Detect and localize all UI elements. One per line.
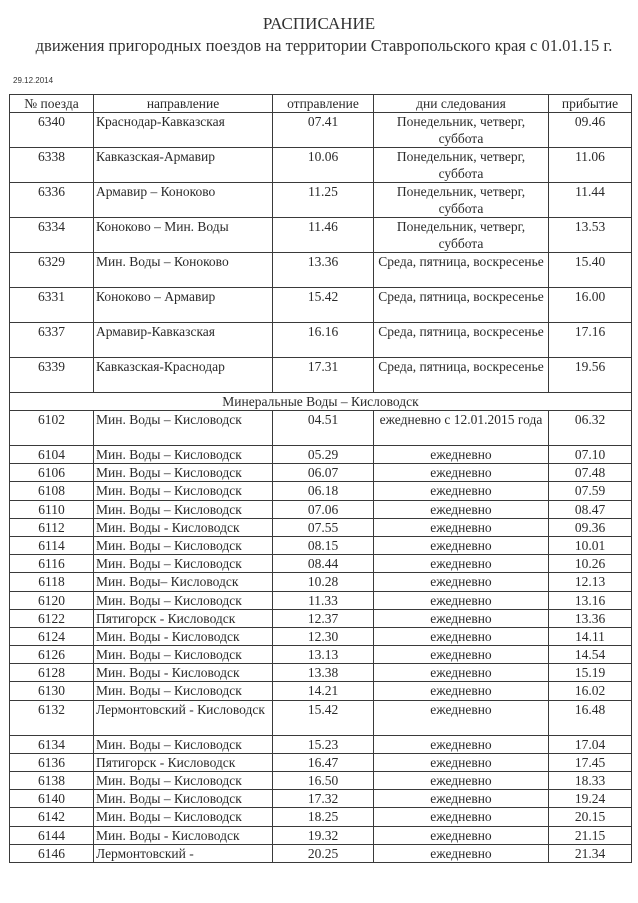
- train-number-cell: 6334: [10, 218, 94, 253]
- departure-time-cell: 13.13: [273, 646, 374, 664]
- days-of-operation-cell: ежедневно: [374, 482, 549, 500]
- departure-time-cell: 17.31: [273, 358, 374, 393]
- route-cell: Мин. Воды – Кисловодск: [94, 790, 273, 808]
- header-arrival: прибытие: [549, 95, 632, 113]
- table-row: [10, 609, 632, 627]
- route-cell: Мин. Воды – Кисловодск: [94, 482, 273, 500]
- train-number-cell: 6102: [10, 411, 94, 446]
- route-cell: Кавказская-Армавир: [94, 148, 273, 183]
- table-row: [10, 808, 632, 826]
- route-cell: Мин. Воды – Кисловодск: [94, 591, 273, 609]
- route-cell: Мин. Воды - Кисловодск: [94, 826, 273, 844]
- departure-time-cell: 14.21: [273, 682, 374, 700]
- train-number-cell: 6134: [10, 735, 94, 753]
- route-cell: Кавказская-Краснодар: [94, 358, 273, 393]
- days-of-operation-cell: ежедневно: [374, 518, 549, 536]
- arrival-time-cell: 19.24: [549, 790, 632, 808]
- header-route: направление: [94, 95, 273, 113]
- days-of-operation-cell: ежедневно: [374, 627, 549, 645]
- train-number-cell: 6104: [10, 446, 94, 464]
- table-row: [10, 183, 632, 218]
- document-date: 29.12.2014: [13, 76, 54, 85]
- train-number-cell: 6108: [10, 482, 94, 500]
- train-number-cell: 6126: [10, 646, 94, 664]
- days-of-operation-cell: ежедневно: [374, 753, 549, 771]
- arrival-time-cell: 16.48: [549, 700, 632, 735]
- table-row: [10, 826, 632, 844]
- departure-time-cell: 07.06: [273, 500, 374, 518]
- route-cell: Мин. Воды – Коноково: [94, 253, 273, 288]
- departure-time-cell: 06.07: [273, 464, 374, 482]
- table-row: [10, 646, 632, 664]
- train-number-cell: 6122: [10, 609, 94, 627]
- route-cell: Мин. Воды – Кисловодск: [94, 808, 273, 826]
- header-departure: отправление: [273, 95, 374, 113]
- days-of-operation-cell: ежедневно с 12.01.2015 года: [374, 411, 549, 446]
- days-of-operation-cell: ежедневно: [374, 609, 549, 627]
- departure-time-cell: 07.41: [273, 113, 374, 148]
- table-row: [10, 148, 632, 183]
- route-cell: Мин. Воды – Кисловодск: [94, 411, 273, 446]
- departure-time-cell: 11.33: [273, 591, 374, 609]
- route-cell: Лермонтовский -: [94, 844, 273, 862]
- departure-time-cell: 06.18: [273, 482, 374, 500]
- days-of-operation-cell: ежедневно: [374, 573, 549, 591]
- train-number-cell: 6336: [10, 183, 94, 218]
- departure-time-cell: 12.37: [273, 609, 374, 627]
- header-train-number: № поезда: [10, 95, 94, 113]
- days-of-operation-cell: ежедневно: [374, 536, 549, 554]
- days-of-operation-cell: ежедневно: [374, 826, 549, 844]
- train-number-cell: 6138: [10, 772, 94, 790]
- days-of-operation-cell: Понедельник, четверг, суббота: [374, 218, 549, 253]
- route-cell: Мин. Воды – Кисловодск: [94, 646, 273, 664]
- table-row: [10, 573, 632, 591]
- table-row: [10, 627, 632, 645]
- arrival-time-cell: 07.10: [549, 446, 632, 464]
- days-of-operation-cell: ежедневно: [374, 682, 549, 700]
- days-of-operation-cell: ежедневно: [374, 772, 549, 790]
- days-of-operation-cell: Понедельник, четверг, суббота: [374, 148, 549, 183]
- route-cell: Мин. Воды - Кисловодск: [94, 664, 273, 682]
- days-of-operation-cell: ежедневно: [374, 464, 549, 482]
- route-cell: Мин. Воды – Кисловодск: [94, 536, 273, 554]
- train-number-cell: 6112: [10, 518, 94, 536]
- route-cell: Краснодар-Кавказская: [94, 113, 273, 148]
- days-of-operation-cell: ежедневно: [374, 446, 549, 464]
- route-cell: Мин. Воды – Кисловодск: [94, 464, 273, 482]
- arrival-time-cell: 21.34: [549, 844, 632, 862]
- arrival-time-cell: 11.44: [549, 183, 632, 218]
- days-of-operation-cell: Понедельник, четверг, суббота: [374, 113, 549, 148]
- train-number-cell: 6144: [10, 826, 94, 844]
- route-cell: Армавир – Коноково: [94, 183, 273, 218]
- table-row: [10, 411, 632, 446]
- table-row: [10, 536, 632, 554]
- arrival-time-cell: 17.45: [549, 753, 632, 771]
- arrival-time-cell: 13.36: [549, 609, 632, 627]
- route-cell: Мин. Воды– Кисловодск: [94, 573, 273, 591]
- route-cell: Пятигорск - Кисловодск: [94, 609, 273, 627]
- departure-time-cell: 07.55: [273, 518, 374, 536]
- days-of-operation-cell: Среда, пятница, воскресенье: [374, 358, 549, 393]
- departure-time-cell: 16.50: [273, 772, 374, 790]
- table-row: [10, 288, 632, 323]
- section-title: Минеральные Воды – Кисловодск: [10, 393, 632, 411]
- train-number-cell: 6136: [10, 753, 94, 771]
- departure-time-cell: 08.44: [273, 555, 374, 573]
- train-number-cell: 6339: [10, 358, 94, 393]
- departure-time-cell: 05.29: [273, 446, 374, 464]
- train-number-cell: 6114: [10, 536, 94, 554]
- arrival-time-cell: 08.47: [549, 500, 632, 518]
- arrival-time-cell: 09.36: [549, 518, 632, 536]
- arrival-time-cell: 17.16: [549, 323, 632, 358]
- document-title: РАСПИСАНИЕ: [262, 14, 376, 33]
- days-of-operation-cell: ежедневно: [374, 664, 549, 682]
- route-cell: Мин. Воды - Кисловодск: [94, 627, 273, 645]
- departure-time-cell: 20.25: [273, 844, 374, 862]
- days-of-operation-cell: ежедневно: [374, 844, 549, 862]
- departure-time-cell: 16.16: [273, 323, 374, 358]
- table-row: [10, 464, 632, 482]
- train-number-cell: 6331: [10, 288, 94, 323]
- route-cell: Лермонтовский - Кисловодск: [94, 700, 273, 735]
- days-of-operation-cell: ежедневно: [374, 555, 549, 573]
- train-number-cell: 6106: [10, 464, 94, 482]
- table-row: [10, 358, 632, 393]
- departure-time-cell: 18.25: [273, 808, 374, 826]
- departure-time-cell: 15.42: [273, 288, 374, 323]
- days-of-operation-cell: ежедневно: [374, 646, 549, 664]
- days-of-operation-cell: ежедневно: [374, 790, 549, 808]
- table-row: [10, 664, 632, 682]
- train-number-cell: 6110: [10, 500, 94, 518]
- train-number-cell: 6338: [10, 148, 94, 183]
- departure-time-cell: 10.06: [273, 148, 374, 183]
- arrival-time-cell: 11.06: [549, 148, 632, 183]
- arrival-time-cell: 16.02: [549, 682, 632, 700]
- route-cell: Коноково – Армавир: [94, 288, 273, 323]
- train-number-cell: 6128: [10, 664, 94, 682]
- departure-time-cell: 10.28: [273, 573, 374, 591]
- arrival-time-cell: 10.26: [549, 555, 632, 573]
- arrival-time-cell: 13.16: [549, 591, 632, 609]
- route-cell: Пятигорск - Кисловодск: [94, 753, 273, 771]
- table-row: [10, 790, 632, 808]
- route-cell: Армавир-Кавказская: [94, 323, 273, 358]
- days-of-operation-cell: Среда, пятница, воскресенье: [374, 323, 549, 358]
- arrival-time-cell: 20.15: [549, 808, 632, 826]
- days-of-operation-cell: ежедневно: [374, 808, 549, 826]
- table-row: [10, 735, 632, 753]
- train-number-cell: 6142: [10, 808, 94, 826]
- route-cell: Мин. Воды – Кисловодск: [94, 682, 273, 700]
- days-of-operation-cell: Понедельник, четверг, суббота: [374, 183, 549, 218]
- days-of-operation-cell: ежедневно: [374, 591, 549, 609]
- table-row: [10, 772, 632, 790]
- arrival-time-cell: 07.48: [549, 464, 632, 482]
- table-row: [10, 518, 632, 536]
- arrival-time-cell: 16.00: [549, 288, 632, 323]
- arrival-time-cell: 15.19: [549, 664, 632, 682]
- table-row: [10, 218, 632, 253]
- train-number-cell: 6146: [10, 844, 94, 862]
- train-number-cell: 6130: [10, 682, 94, 700]
- arrival-time-cell: 14.54: [549, 646, 632, 664]
- arrival-time-cell: 06.32: [549, 411, 632, 446]
- departure-time-cell: 11.25: [273, 183, 374, 218]
- train-number-cell: 6329: [10, 253, 94, 288]
- train-number-cell: 6132: [10, 700, 94, 735]
- arrival-time-cell: 09.46: [549, 113, 632, 148]
- table-row: [10, 844, 632, 862]
- departure-time-cell: 16.47: [273, 753, 374, 771]
- departure-time-cell: 12.30: [273, 627, 374, 645]
- schedule-table: [9, 94, 632, 863]
- route-cell: Мин. Воды – Кисловодск: [94, 446, 273, 464]
- departure-time-cell: 04.51: [273, 411, 374, 446]
- departure-time-cell: 08.15: [273, 536, 374, 554]
- route-cell: Коноково – Мин. Воды: [94, 218, 273, 253]
- departure-time-cell: 13.36: [273, 253, 374, 288]
- days-of-operation-cell: ежедневно: [374, 700, 549, 735]
- arrival-time-cell: 17.04: [549, 735, 632, 753]
- arrival-time-cell: 10.01: [549, 536, 632, 554]
- train-number-cell: 6116: [10, 555, 94, 573]
- days-of-operation-cell: Среда, пятница, воскресенье: [374, 288, 549, 323]
- train-number-cell: 6337: [10, 323, 94, 358]
- arrival-time-cell: 15.40: [549, 253, 632, 288]
- departure-time-cell: 11.46: [273, 218, 374, 253]
- table-row: [10, 682, 632, 700]
- table-row: [10, 446, 632, 464]
- route-cell: Мин. Воды – Кисловодск: [94, 735, 273, 753]
- section-header-row: [10, 393, 632, 411]
- header-days: дни следования: [374, 95, 549, 113]
- days-of-operation-cell: Среда, пятница, воскресенье: [374, 253, 549, 288]
- departure-time-cell: 15.42: [273, 700, 374, 735]
- days-of-operation-cell: ежедневно: [374, 500, 549, 518]
- route-cell: Мин. Воды – Кисловодск: [94, 555, 273, 573]
- route-cell: Мин. Воды – Кисловодск: [94, 772, 273, 790]
- train-number-cell: 6140: [10, 790, 94, 808]
- arrival-time-cell: 19.56: [549, 358, 632, 393]
- arrival-time-cell: 18.33: [549, 772, 632, 790]
- table-row: [10, 253, 632, 288]
- departure-time-cell: 13.38: [273, 664, 374, 682]
- arrival-time-cell: 21.15: [549, 826, 632, 844]
- train-number-cell: 6124: [10, 627, 94, 645]
- table-row: [10, 323, 632, 358]
- arrival-time-cell: 12.13: [549, 573, 632, 591]
- train-number-cell: 6120: [10, 591, 94, 609]
- table-row: [10, 482, 632, 500]
- table-header-row: [10, 95, 632, 113]
- arrival-time-cell: 07.59: [549, 482, 632, 500]
- departure-time-cell: 19.32: [273, 826, 374, 844]
- route-cell: Мин. Воды - Кисловодск: [94, 518, 273, 536]
- train-number-cell: 6118: [10, 573, 94, 591]
- document-subtitle: движения пригородных поездов на территории Ставропольского края с 01.01.15 г.: [35, 36, 613, 55]
- departure-time-cell: 15.23: [273, 735, 374, 753]
- table-row: [10, 753, 632, 771]
- arrival-time-cell: 14.11: [549, 627, 632, 645]
- table-row: [10, 555, 632, 573]
- table-row: [10, 500, 632, 518]
- departure-time-cell: 17.32: [273, 790, 374, 808]
- arrival-time-cell: 13.53: [549, 218, 632, 253]
- table-row: [10, 591, 632, 609]
- train-number-cell: 6340: [10, 113, 94, 148]
- route-cell: Мин. Воды – Кисловодск: [94, 500, 273, 518]
- days-of-operation-cell: ежедневно: [374, 735, 549, 753]
- table-row: [10, 113, 632, 148]
- table-row: [10, 700, 632, 735]
